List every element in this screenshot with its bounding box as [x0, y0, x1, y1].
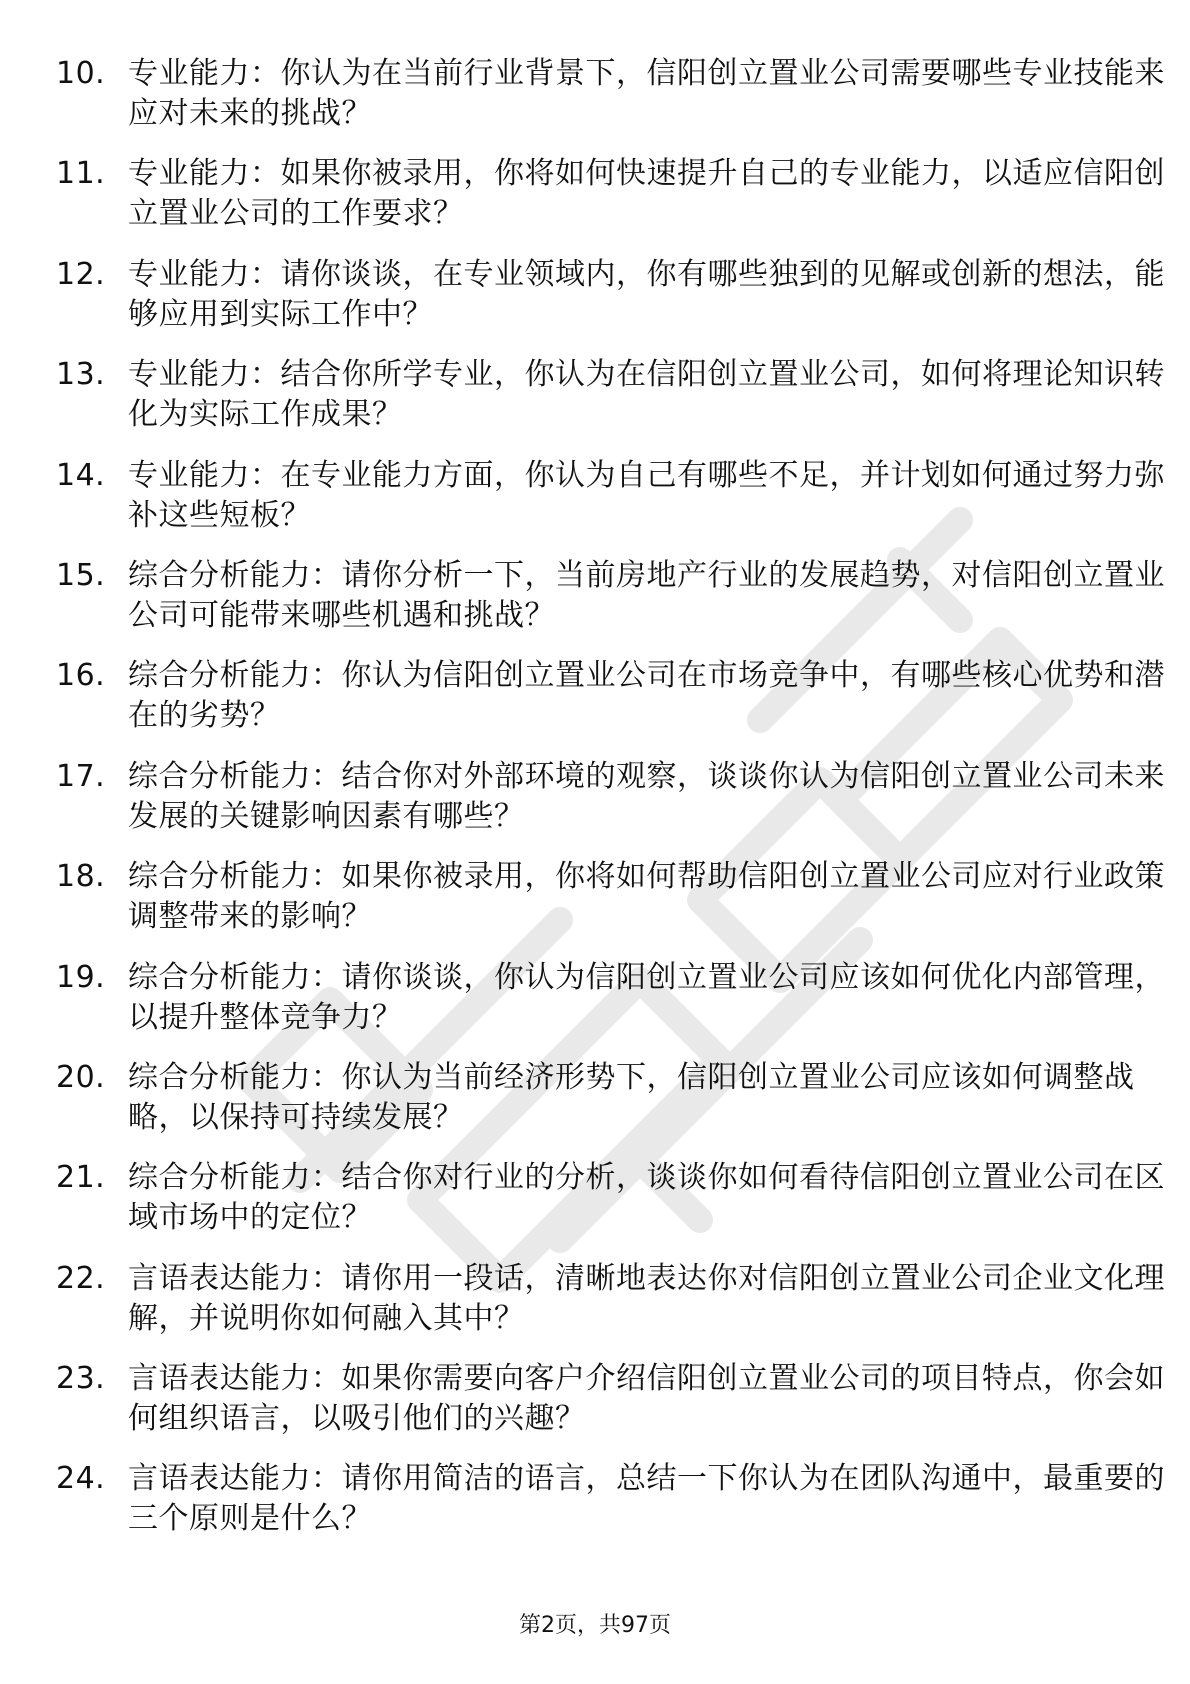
- question-number: 13.: [56, 357, 106, 393]
- list-item: [56, 1255, 1165, 1355]
- question-number: 17.: [56, 758, 106, 794]
- question-text: 综合分析能力：请你谈谈，你认为信阳创立置业公司应该如何优化内部管理，以提升整体竞争力？: [128, 959, 1165, 1035]
- question-number: 14.: [56, 457, 106, 493]
- question-number: 15.: [56, 557, 106, 593]
- question-number: 23.: [56, 1361, 106, 1397]
- question-number: 12.: [56, 256, 106, 292]
- question-number: 24.: [56, 1461, 106, 1497]
- list-item: [56, 1054, 1136, 1154]
- question-text: 专业能力：如果你被录用，你将如何快速提升自己的专业能力，以适应信阳创立置业公司的工作要求？: [128, 156, 1165, 232]
- question-text: 言语表达能力：请你用一段话，清晰地表达你对信阳创立置业公司企业文化理解，并说明你如何融入其中？: [128, 1260, 1165, 1336]
- question-text: 专业能力：在专业能力方面，你认为自己有哪些不足，并计划如何通过努力弥补这些短板？: [128, 457, 1165, 533]
- list-item: [56, 753, 1165, 853]
- question-text: 综合分析能力：结合你对外部环境的观察，谈谈你认为信阳创立置业公司未来发展的关键影响因素有哪些？: [128, 758, 1165, 834]
- list-item: [56, 1355, 1165, 1455]
- question-number: 20.: [56, 1059, 106, 1095]
- question-number: 21.: [56, 1160, 106, 1196]
- question-text: 综合分析能力：你认为信阳创立置业公司在市场竞争中，有哪些核心优势和潜在的劣势？: [128, 658, 1165, 734]
- list-item: [56, 853, 1165, 953]
- list-item: [56, 1455, 1165, 1555]
- question-text: 综合分析能力：结合你对行业的分析，谈谈你如何看待信阳创立置业公司在区域市场中的定位？: [128, 1160, 1165, 1236]
- question-text: 言语表达能力：请你用简洁的语言，总结一下你认为在团队沟通中，最重要的三个原则是什么？: [128, 1461, 1165, 1537]
- list-item: [56, 1154, 1165, 1254]
- question-number: 19.: [56, 959, 106, 995]
- question-text: 综合分析能力：你认为当前经济形势下，信阳创立置业公司应该如何调整战略，以保持可持续发展？: [128, 1059, 1135, 1135]
- list-item: [56, 552, 1165, 652]
- question-text: 综合分析能力：如果你被录用，你将如何帮助信阳创立置业公司应对行业政策调整带来的影响？: [128, 859, 1165, 935]
- question-number: 11.: [56, 156, 106, 192]
- question-list: [56, 50, 1165, 1556]
- list-item: [56, 652, 1165, 752]
- list-item: [56, 50, 1165, 150]
- page-footer: 第2页，共97页: [519, 1613, 671, 1638]
- question-text: 专业能力：你认为在当前行业背景下，信阳创立置业公司需要哪些专业技能来应对未来的挑战？: [128, 56, 1165, 131]
- list-item: [56, 351, 1165, 451]
- list-item: [56, 954, 1165, 1054]
- list-item: [56, 251, 1165, 351]
- question-text: 专业能力：请你谈谈，在专业领域内，你有哪些独到的见解或创新的想法，能够应用到实际工作中？: [128, 256, 1165, 332]
- list-item: [56, 452, 1165, 552]
- question-text: 专业能力：结合你所学专业，你认为在信阳创立置业公司，如何将理论知识转化为实际工作成果？: [128, 357, 1165, 433]
- question-number: 22.: [56, 1260, 106, 1296]
- question-text: 综合分析能力：请你分析一下，当前房地产行业的发展趋势，对信阳创立置业公司可能带来哪些机遇和挑战？: [128, 557, 1165, 633]
- question-text: 言语表达能力：如果你需要向客户介绍信阳创立置业公司的项目特点，你会如何组织语言，以吸引他们的兴趣？: [128, 1361, 1165, 1437]
- question-number: 10.: [56, 56, 106, 91]
- list-item: [56, 150, 1165, 250]
- question-number: 16.: [56, 658, 106, 694]
- question-number: 18.: [56, 859, 106, 895]
